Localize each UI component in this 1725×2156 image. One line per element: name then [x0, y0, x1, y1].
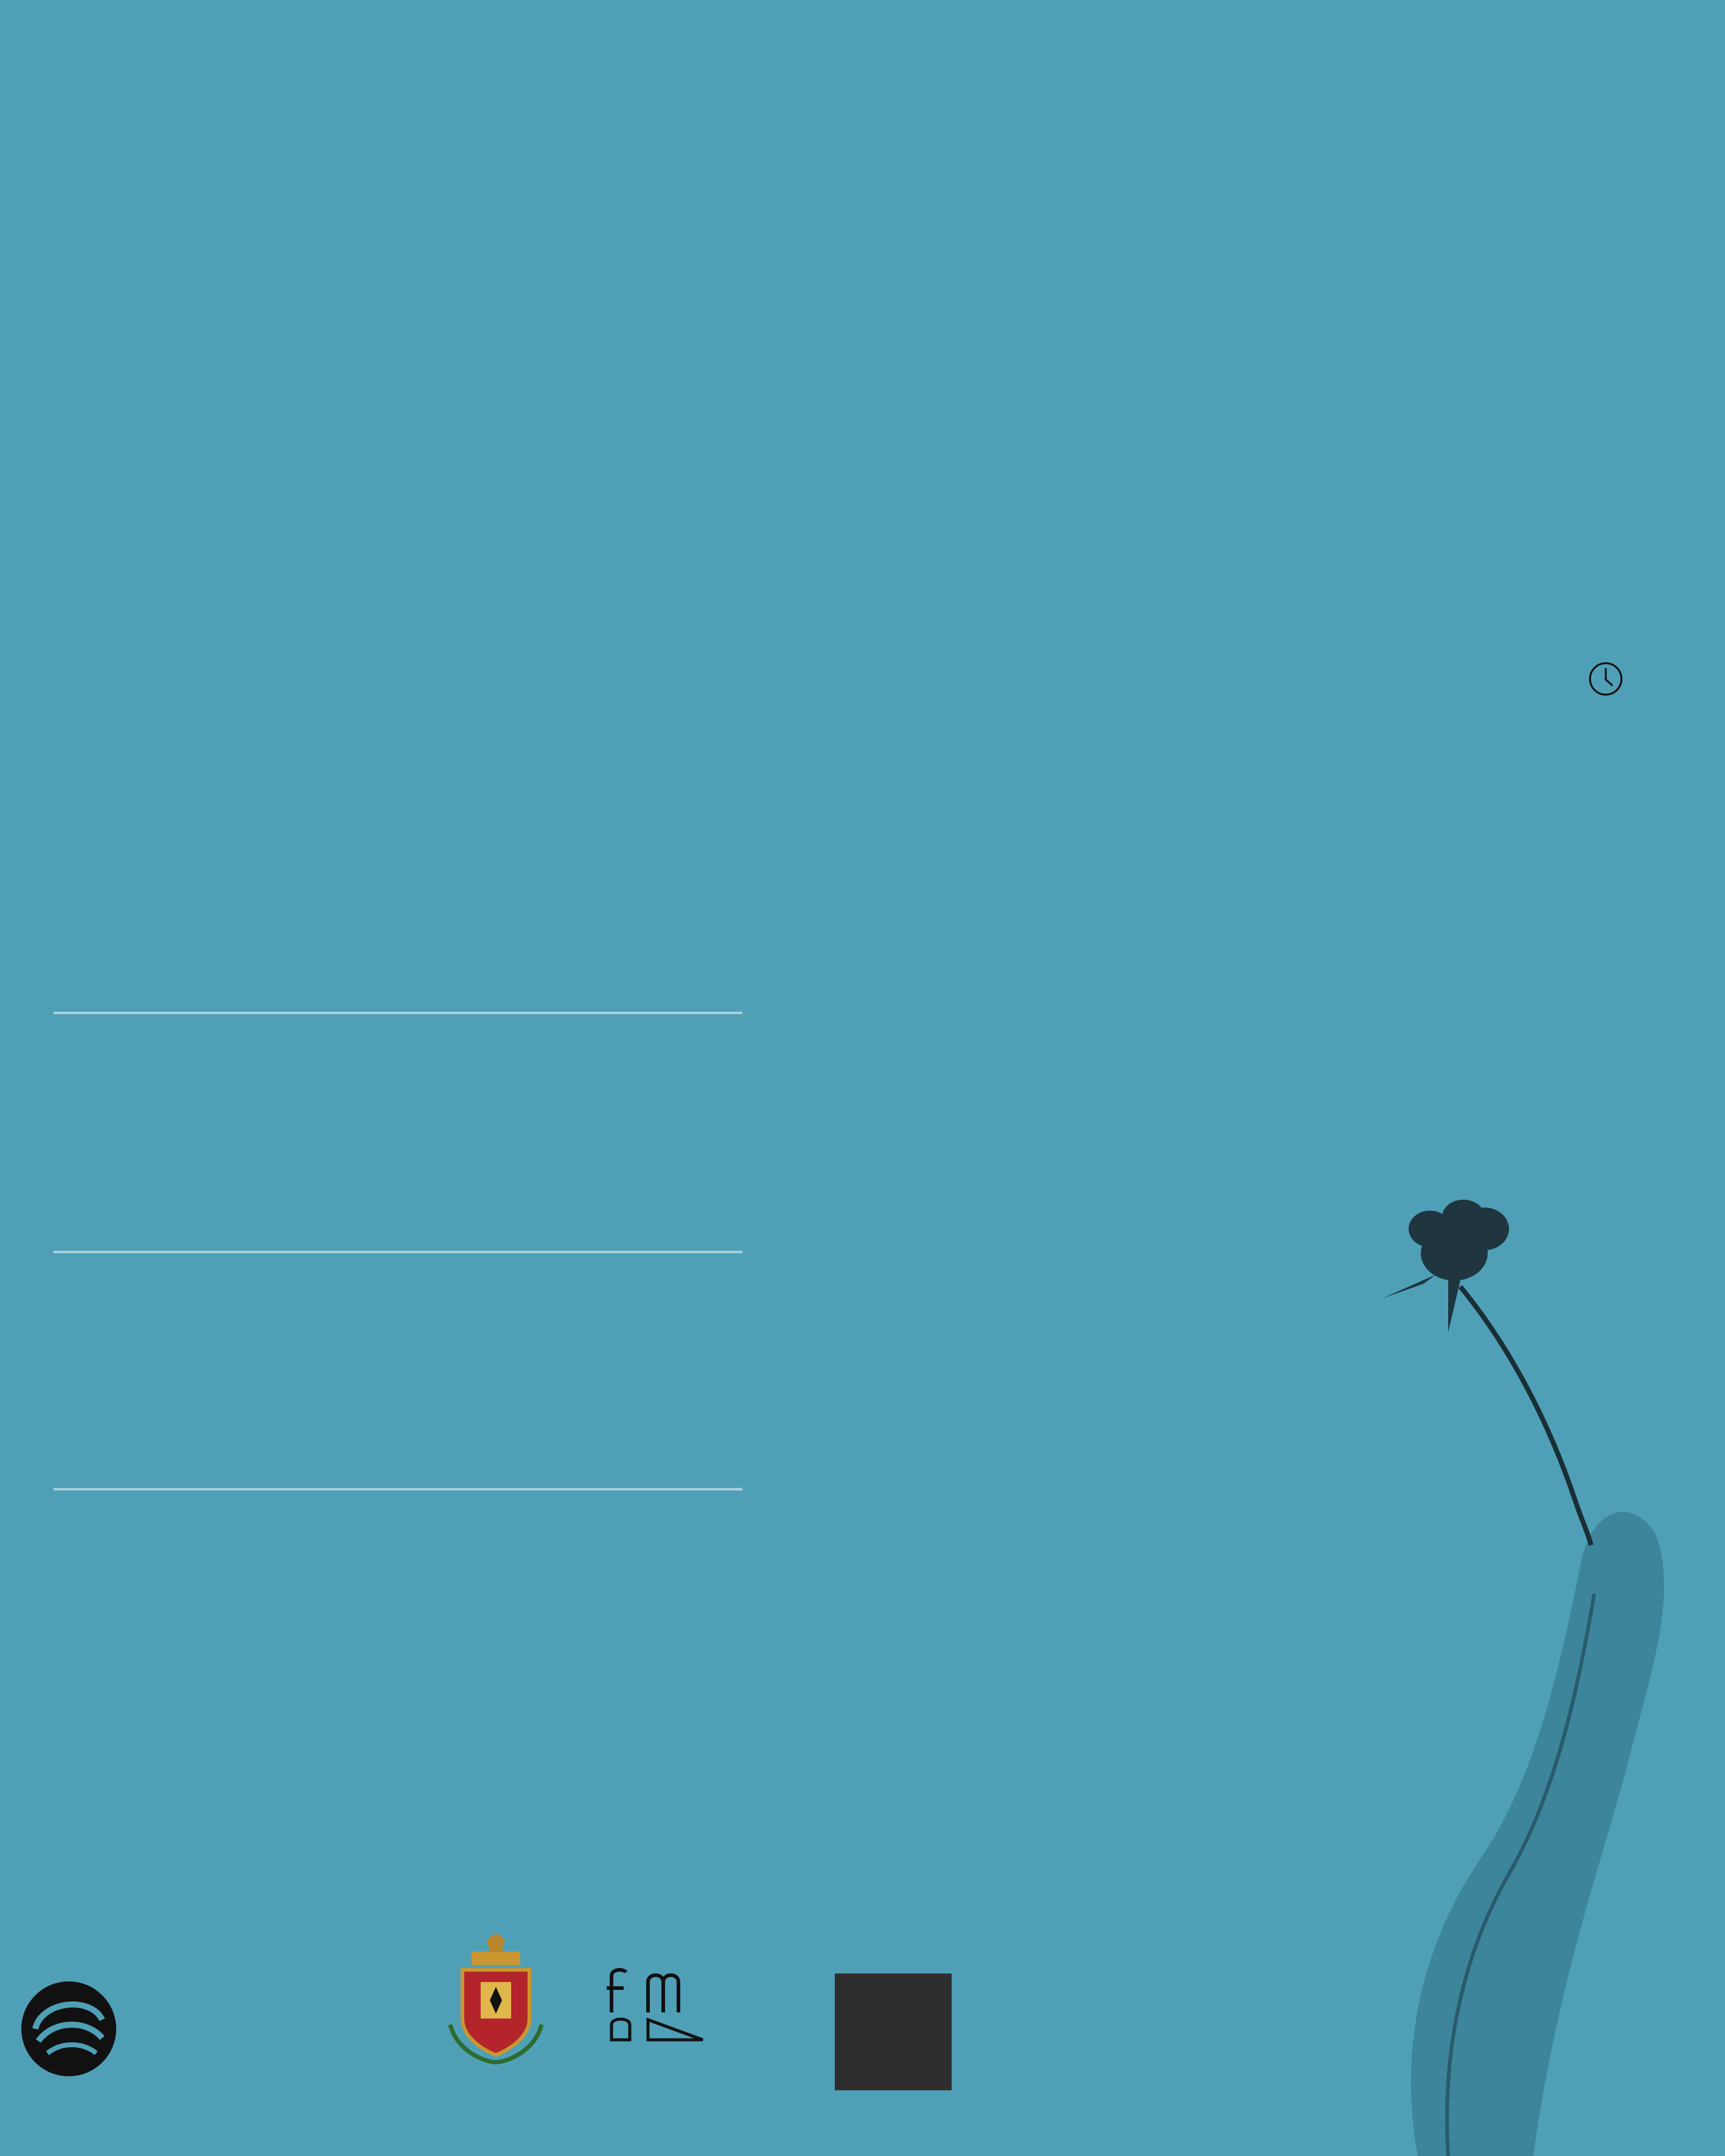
coat-of-arms-icon	[438, 1933, 554, 2067]
antica-bottega-emblem-icon	[17, 1977, 120, 2081]
hours	[1587, 660, 1643, 698]
divider-3	[54, 1488, 742, 1490]
fermo-musei-logo	[605, 1964, 812, 2098]
clock-icon	[1587, 660, 1625, 698]
hand-with-flower-illustration	[1381, 1200, 1664, 2156]
divider-2	[54, 1251, 742, 1253]
cultur-maggioli-logo	[835, 1973, 952, 2090]
fermo-musei-monogram-icon	[605, 1964, 709, 2043]
citta-di-fermo-logo	[438, 1933, 554, 2092]
antica-bottega-logo	[17, 1971, 431, 2093]
divider-1	[54, 1012, 742, 1014]
